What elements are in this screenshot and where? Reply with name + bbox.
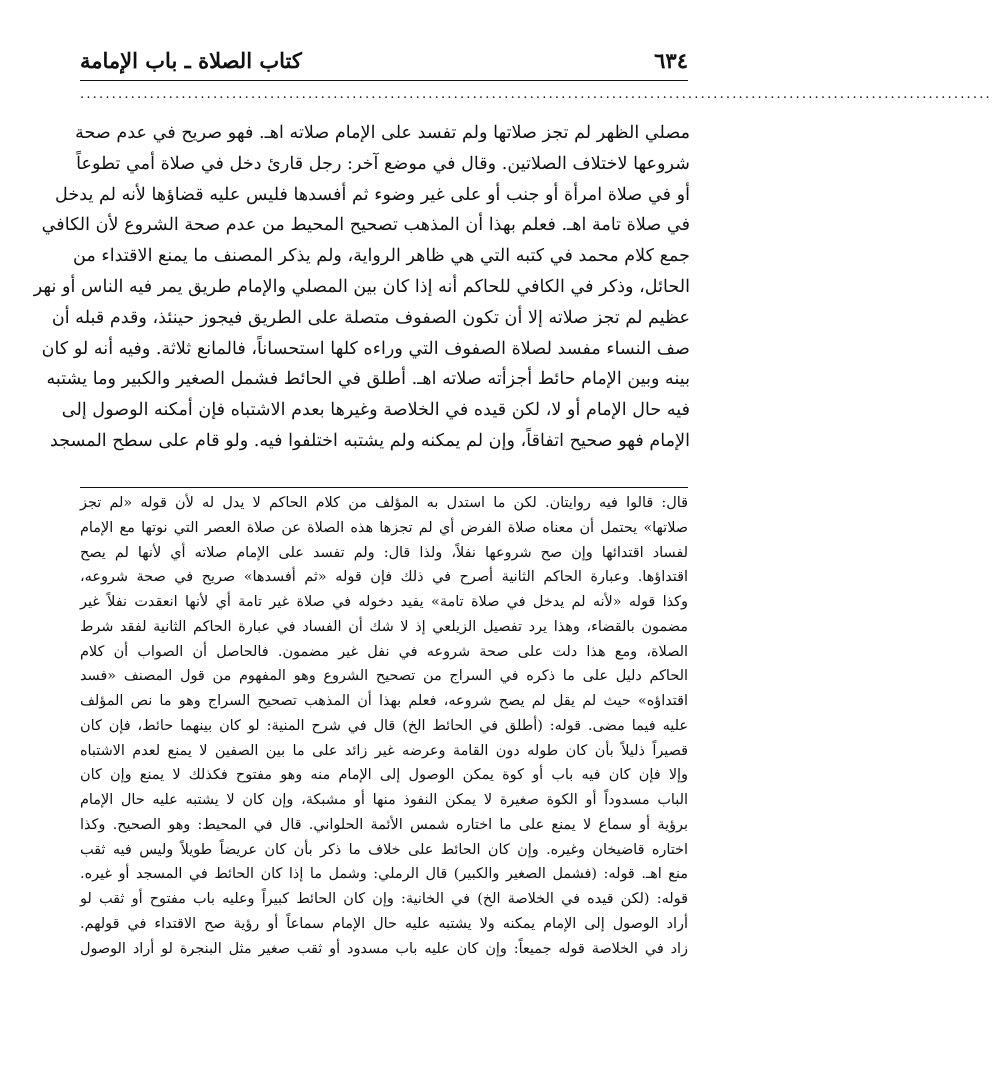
running-header xyxy=(80,40,688,80)
main-text-line: بينه وبين الإمام حائط أجزأته صلاته اهـ. أطلق في الحائط فشمل الصغير والكبير وما يشتبه xyxy=(46,369,690,390)
main-text-line: الحائل، وذكر في الكافي للحاكم أنه إذا كان بين المصلي والإمام طريق يمر فيه الناس أو نهر xyxy=(33,276,690,297)
note-line: الباب مسدوداً أو الكوة صغيرة لا يمكن النفوذ منها أو مشبكة، وإن كان لا يشتبه عليه حال الإمام xyxy=(80,792,688,808)
note-line: اقتداؤه» حيث لم يقل لم يصح شروعه، فعلم بهذا أن المذهب تصحيح السراج وهو ما نص المؤلف xyxy=(80,693,688,709)
commentary-notes xyxy=(80,491,688,961)
main-text-line: في صلاة تامة اهـ. فعلم بهذا أن المذهب تصحيح المحيط من عدم صحة الشروع لأن الكافي xyxy=(41,215,690,236)
main-text-line: الإمام فهو صحيح اتفاقاً، وإن لم يمكنه ولم يشتبه اختلفوا فيه. ولو قام على سطح المسجد xyxy=(49,430,690,451)
note-line: لفساد اقتدائها وإن صح شروعها نفلاً، ولذا قال: ولم تفسد على الإمام صلاته أي لأنها لم يصح xyxy=(80,544,688,561)
note-line: قصيراً ذليلاً بأن كان طوله دون القامة وعرضه غير زائد على ما بين الصفين لا يمنع لعدم الاشتباه xyxy=(80,742,688,759)
note-line: قال: قالوا فيه روايتان. لكن ما استدل به المؤلف من كلام الحاكم لا يدل له لأن قوله «لم تجز xyxy=(80,495,688,511)
main-text-line: فيه حال الإمام أو لا، لكن قيده في الخلاصة وغيرها بعدم الاشتباه فإن أمكنه الوصول إلى xyxy=(61,400,690,421)
note-line: مضمون بالقضاء، وهذا يرد تفصيل الزيلعي إذ لا شك أن الفساد في عبارة الحاكم الثانية لفقد شرط xyxy=(80,618,688,635)
page-number: ٦٣٤ xyxy=(654,47,688,73)
note-line: صلاتها» يحتمل أن معناه صلاة الفرض أي لم تجزها هذه الصلاة عن صلاة العصر التي نوتها مع الإمام xyxy=(80,519,688,536)
note-line: برؤية أو سماع لا يمنع على ما اختاره شمس الأئمة الحلواني. قال في المحيط: وهو الصحيح. وكذا xyxy=(80,816,688,833)
note-line: أراد الوصول إلى الإمام يمكنه ولا يشتبه عليه حال الإمام سماعاً أو رؤية صح الاقتداء في قولهم. xyxy=(80,915,688,932)
main-text-line: عظيم لم تجز صلاته إلا أن تكون الصفوف متصلة على الطريق فيجوز حينئذ، وقدم قبله أن xyxy=(51,307,690,328)
note-line: منع اهـ. قوله: (فشمل الصغير والكبير) قال الرملي: وشمل ما إذا كان الحائط في المسجد أو غيره. xyxy=(80,866,688,883)
note-line: الحاكم دليل على ما ذكره في السراج من تصحيح الشروع وهو المفهوم من قول المصنف «فسد xyxy=(80,668,688,685)
note-line: الصلاة، ومع هذا دلت على صحة شروعه في نفل غير مضمون. فالحاصل أن الصواب أن كلام xyxy=(80,643,688,660)
main-text xyxy=(33,118,690,457)
note-line: اختاره قاضيخان وغيره. وإن كان الحائط على خلاف ما ذكر بأن كان عريضاً طويلاً وليس فيه ثقب xyxy=(80,841,688,858)
dotted-separator: ................................................................................................................................................ xyxy=(80,87,992,102)
main-text-line: صف النساء مفسد لصلاة الصفوف التي وراءه كلها استحساناً، فالمانع ثلاثة. وفيه أنه لو كان xyxy=(41,338,690,359)
note-line: زاد في الخلاصة قوله جميعاً: وإن كان عليه باب مسدود أو ثقب صغير مثل البنجرة لو أراد الوصول xyxy=(80,940,688,957)
note-line: وكذا قوله «لأنه لم يدخل في صلاة تامة» يفيد دخوله في صلاة غير تامة أي لأنها انعقدت نفلاً غير xyxy=(80,594,688,610)
header-divider xyxy=(80,80,688,81)
note-line: قوله: (لكن قيده في الخلاصة الخ) في الخانية: وإن كان الحائط كبيراً وعليه باب مفتوح أو ثقب لو xyxy=(80,891,688,907)
note-line: اقتداؤها. وعبارة الحاكم الثانية أصرح في ذلك فإن قوله «ثم أفسدها» صريح في صحة شروعه، xyxy=(80,569,688,586)
main-text-line: جمع كلام محمد في كتبه التي هي ظاهر الرواية، ولم يذكر المصنف ما يمنع الاقتداء من xyxy=(73,246,690,267)
chapter-title: كتاب الصلاة ـ باب الإمامة xyxy=(80,47,302,73)
main-text-line: أو في صلاة امرأة أو جنب أو على غير وضوء ثم أفسدها فليس عليه قضاؤها لأنه لم يدخل xyxy=(55,184,690,205)
note-line: عليه فيما مضى. قوله: (أطلق في الحائط الخ) قال في شرح المنية: لو كان بينهما حائط، فإن كان xyxy=(80,717,688,734)
notes-divider xyxy=(80,487,688,488)
main-text-line: شروعها لاختلاف الصلاتين. وقال في موضع آخر: رجل قارئ دخل في صلاة أمي تطوعاً xyxy=(76,153,690,174)
note-line: وإلا فإن كان فيه باب أو كوة يمكن الوصول إلى الإمام منه وهو مفتوح فكذلك لا يمنع وإن كان xyxy=(80,767,688,784)
main-text-line: مصلي الظهر لم تجز صلاتها ولم تفسد على الإمام صلاته اهـ. فهو صريح في عدم صحة xyxy=(75,123,690,143)
